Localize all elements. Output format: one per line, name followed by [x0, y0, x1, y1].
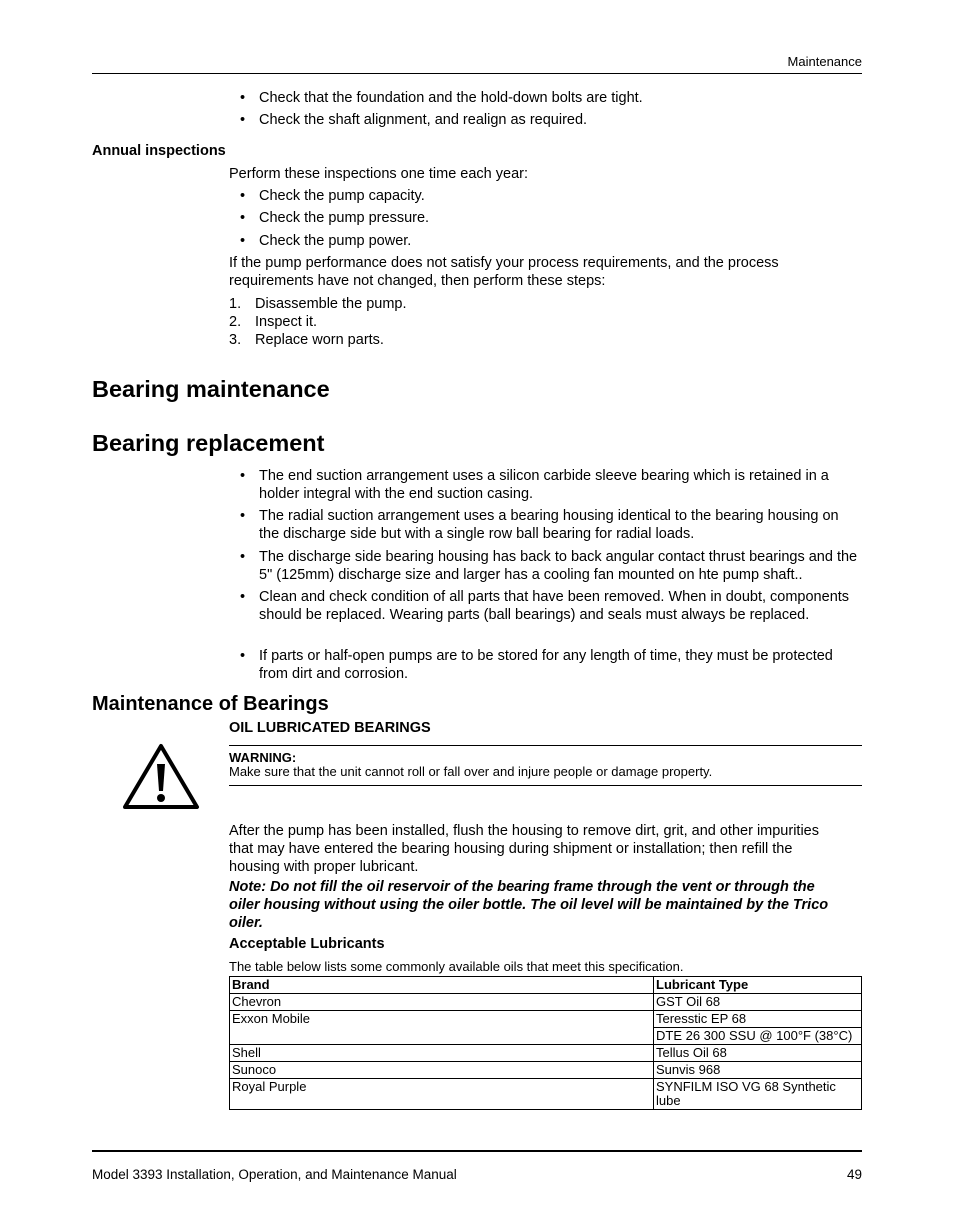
bearing-replacement-title: Bearing replacement [92, 430, 325, 456]
flush-paragraph-line: After the pump has been installed, flush the housing to remove dirt, grit, and other impurities [229, 823, 819, 839]
page-number: 49 [846, 1167, 862, 1182]
list-item: • The radial suction arrangement uses a bearing housing identical to the bearing housing on the discharge side but with a single row ball bearing for radial loads. [240, 508, 839, 542]
lubricant-cell: Tellus Oil 68 [654, 1045, 862, 1062]
header-rule [92, 73, 862, 74]
list-item: • The discharge side bearing housing has back to back angular contact thrust bearings and the 5" (125mm) discharge size and larger has a cooling fan mounted on hte pump shaft.. [240, 549, 858, 583]
warning-triangle-icon [122, 742, 200, 810]
flush-paragraph-line: that may have entered the bearing housing during shipment or installation; then refill the [229, 841, 793, 857]
flush-paragraph-line: housing with proper lubricant. [229, 859, 419, 875]
table-row [230, 1062, 862, 1079]
brand-cell: Sunoco [230, 1062, 654, 1079]
acceptable-lubricants-heading: Acceptable Lubricants [229, 936, 385, 952]
list-item: • Check the pump power. [240, 233, 412, 249]
list-item: • Check that the foundation and the hold-down bolts are tight. [240, 90, 643, 106]
list-item: • The end suction arrangement uses a silicon carbide sleeve bearing which is retained in a holder integral with the end suction casing. [240, 468, 829, 502]
brand-cell: Exxon Mobile [230, 1011, 654, 1045]
footer-manual-title: Model 3393 Installation, Operation, and Maintenance Manual [92, 1167, 457, 1182]
warning-top-rule [229, 745, 862, 746]
note-line: oiler. [229, 915, 263, 931]
list-item: • Check the pump capacity. [240, 188, 425, 204]
annual-paragraph-line: requirements have not changed, then perform these steps: [229, 273, 606, 289]
lubricant-cell: SYNFILM ISO VG 68 Synthetic lube [654, 1079, 862, 1110]
oil-lubricated-subheading: OIL LUBRICATED BEARINGS [229, 720, 431, 736]
warning-bottom-rule [229, 785, 862, 786]
step-item: 3. Replace worn parts. [229, 332, 384, 348]
column-header-brand: Brand [230, 977, 654, 994]
maintenance-of-bearings-title: Maintenance of Bearings [92, 693, 329, 715]
table-row [230, 1045, 862, 1062]
list-item: • Clean and check condition of all parts that have been removed. When in doubt, components should be replaced. Wearing parts (ball bearings) and seals must always be replaced. [240, 589, 850, 623]
lubricants-table [229, 976, 862, 1110]
warning-text: Make sure that the unit cannot roll or fall over and injure people or damage property. [229, 764, 713, 779]
lubricant-cell: Teresstic EP 68 [654, 1011, 862, 1028]
list-item: • Check the pump pressure. [240, 210, 430, 226]
table-row [230, 994, 862, 1011]
brand-cell: Royal Purple [230, 1079, 654, 1110]
column-header-lubricant-type: Lubricant Type [654, 977, 862, 994]
table-row [230, 1079, 862, 1110]
running-header: Maintenance [787, 54, 862, 69]
annual-inspections-heading: Annual inspections [92, 143, 226, 159]
table-intro: The table below lists some commonly available oils that meet this specification. [229, 959, 684, 974]
bearing-maintenance-title: Bearing maintenance [92, 376, 330, 402]
lubricant-cell: GST Oil 68 [654, 994, 862, 1011]
note-line: oiler housing without using the oiler bottle. The oil level will be maintained by the Trico [229, 897, 829, 913]
list-item: • If parts or half-open pumps are to be stored for any length of time, they must be protected from dirt and corrosion. [240, 648, 833, 682]
list-item: • Check the shaft alignment, and realign as required. [240, 112, 588, 128]
table-row [230, 1011, 862, 1028]
footer-rule [92, 1150, 862, 1152]
note-line: Note: Do not fill the oil reservoir of the bearing frame through the vent or through the [229, 879, 815, 895]
annual-paragraph-line: If the pump performance does not satisfy your process requirements, and the process [229, 255, 779, 271]
lubricant-cell: DTE 26 300 SSU @ 100°F (38°C) [654, 1028, 862, 1045]
step-item: 2. Inspect it. [229, 314, 318, 330]
brand-cell: Chevron [230, 994, 654, 1011]
brand-cell: Shell [230, 1045, 654, 1062]
annual-intro: Perform these inspections one time each year: [229, 166, 529, 182]
lubricant-cell: Sunvis 968 [654, 1062, 862, 1079]
warning-label: WARNING: [229, 750, 297, 765]
table-header-row [230, 977, 862, 994]
step-item: 1. Disassemble the pump. [229, 296, 407, 312]
